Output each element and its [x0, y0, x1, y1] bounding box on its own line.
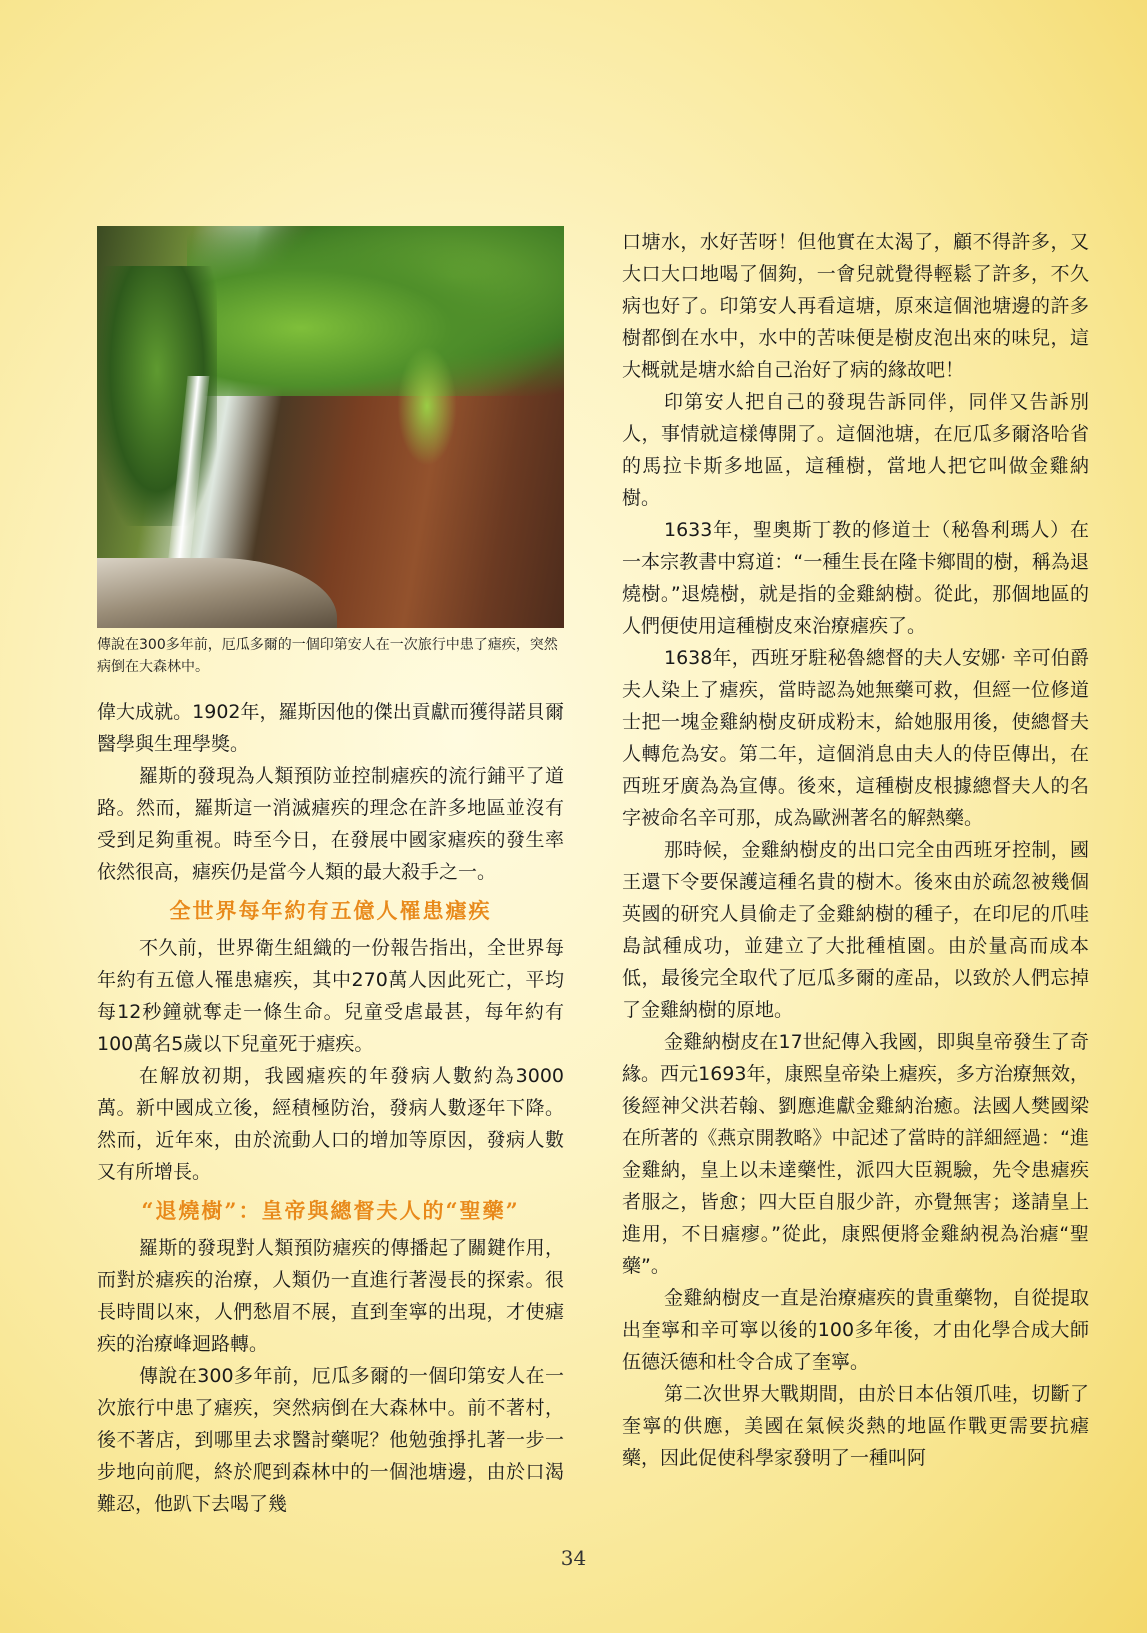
photo-foliage [187, 226, 564, 396]
paragraph: 金雞納樹皮在17世紀傳入我國，即與皇帝發生了奇緣。西元1693年，康熙皇帝染上瘧疾，多方治療無效，後經神父洪若翰、劉應進獻金雞納治癒。法國人樊國梁在所著的《燕京開教略》中記述了當時的詳細經過：“進金雞納，皇上以未達藥性，派四大臣親驗，先令患瘧疾者服之，皆愈；四大臣自服少許，亦覺無害；遂請皇上進用，不日瘧瘳。”從此，康熙便將金雞納視為治瘧“聖藥”。 [622, 1031, 1089, 1277]
paragraph: 口塘水，水好苦呀！但他實在太渴了，顧不得許多，又大口大口地喝了個夠，一會兒就覺得輕鬆了許多，不久病也好了。印第安人再看這塘，原來這個池塘邊的許多樹都倒在水中，水中的苦味便是樹皮泡出來的味兒，這大概就是塘水給自己治好了病的緣故吧！ [622, 231, 1089, 381]
paragraph: 1638年，西班牙駐秘魯總督的夫人安娜· 辛可伯爵夫人染上了瘧疾，當時認為她無藥可救，但經一位修道士把一塊金雞納樹皮研成粉末，給她服用後，使總督夫人轉危為安。第二年，這個消息由夫人的侍臣傳出，在西班牙廣為為宣傳。後來，這種樹皮根據總督夫人的名字被命名辛可那，成為歐洲著名的解熱藥。 [622, 647, 1089, 829]
paragraph: 1633年，聖奧斯丁教的修道士（秘魯利瑪人）在一本宗教書中寫道：“一種生長在隆卡鄉間的樹，稱為退燒樹。”退燒樹，就是指的金雞納樹。從此，那個地區的人們便使用這種樹皮來治療瘧疾了。 [622, 519, 1089, 637]
section-heading: 全世界每年約有五億人罹患瘧疾 [169, 898, 492, 923]
paragraph: 金雞納樹皮一直是治療瘧疾的貴重藥物，自從提取出奎寧和辛可寧以後的100多年後，才由化學合成大師伍德沃德和杜令合成了奎寧。 [622, 1287, 1089, 1373]
right-column [622, 226, 1089, 1474]
paragraph: 傳說在300多年前，厄瓜多爾的一個印第安人在一次旅行中患了瘧疾，突然病倒在大森林中。前不著村，後不著店，到哪里去求醫討藥呢？他勉強掙扎著一步一步地向前爬，終於爬到森林中的一個池塘邊，由於口渴難忍，他趴下去喝了幾 [97, 1365, 564, 1515]
paragraph: 印第安人把自己的發現告訴同伴，同伴又告訴別人，事情就這樣傳開了。這個池塘，在厄瓜多爾洛哈省的馬拉卡斯多地區，這種樹，當地人把它叫做金雞納樹。 [622, 391, 1089, 509]
page-number: 34 [560, 1546, 587, 1570]
paragraph: 羅斯的發現為人類預防並控制瘧疾的流行鋪平了道路。然而，羅斯這一消滅瘧疾的理念在許多地區並沒有受到足夠重視。時至今日，在發展中國家瘧疾的發生率依然很高，瘧疾仍是當今人類的最大殺手之一。 [97, 765, 564, 883]
photo-vines [397, 346, 457, 466]
left-body-text [97, 696, 564, 1520]
left-column [97, 226, 564, 1520]
paragraph: 那時候，金雞納樹皮的出口完全由西班牙控制，國王還下令要保護這種名貴的樹木。後來由於疏忽被幾個英國的研究人員偷走了金雞納樹的種子，在印尼的爪哇島試種成功，並建立了大批種植園。由於量高而成本低，最後完全取代了厄瓜多爾的產品，以致於人們忘掉了金雞納樹的原地。 [622, 839, 1089, 1021]
section-heading: “退燒樹”：皇帝與總督夫人的“聖藥” [141, 1198, 520, 1223]
paragraph: 不久前，世界衛生組織的一份報告指出，全世界每年約有五億人罹患瘧疾，其中270萬人因此死亡，平均每12秒鐘就奪走一條生命。兒童受虐最甚，每年約有100萬名5歲以下兒童死于瘧疾。 [97, 937, 564, 1055]
paragraph: 第二次世界大戰期間，由於日本佔領爪哇，切斷了奎寧的供應，美國在氣候炎熱的地區作戰更需要抗瘧藥，因此促使科學家發明了一種叫阿 [622, 1383, 1089, 1469]
waterfall-photo [97, 226, 564, 628]
photo-caption: 傳說在300多年前，厄瓜多爾的一個印第安人在一次旅行中患了瘧疾，突然病倒在大森林中。 [97, 637, 558, 675]
photo-rocks [97, 558, 337, 628]
paragraph: 在解放初期，我國瘧疾的年發病人數約為3000萬。新中國成立後，經積極防治，發病人數逐年下降。然而，近年來，由於流動人口的增加等原因，發病人數又有所增長。 [97, 1065, 564, 1183]
paragraph: 偉大成就。1902年，羅斯因他的傑出貢獻而獲得諾貝爾醫學與生理學獎。 [97, 701, 564, 755]
paragraph: 羅斯的發現對人類預防瘧疾的傳播起了關鍵作用，而對於瘧疾的治療，人類仍一直進行著漫長的探索。很長時間以來，人們愁眉不展，直到奎寧的出現，才使瘧疾的治療峰迴路轉。 [97, 1237, 564, 1355]
